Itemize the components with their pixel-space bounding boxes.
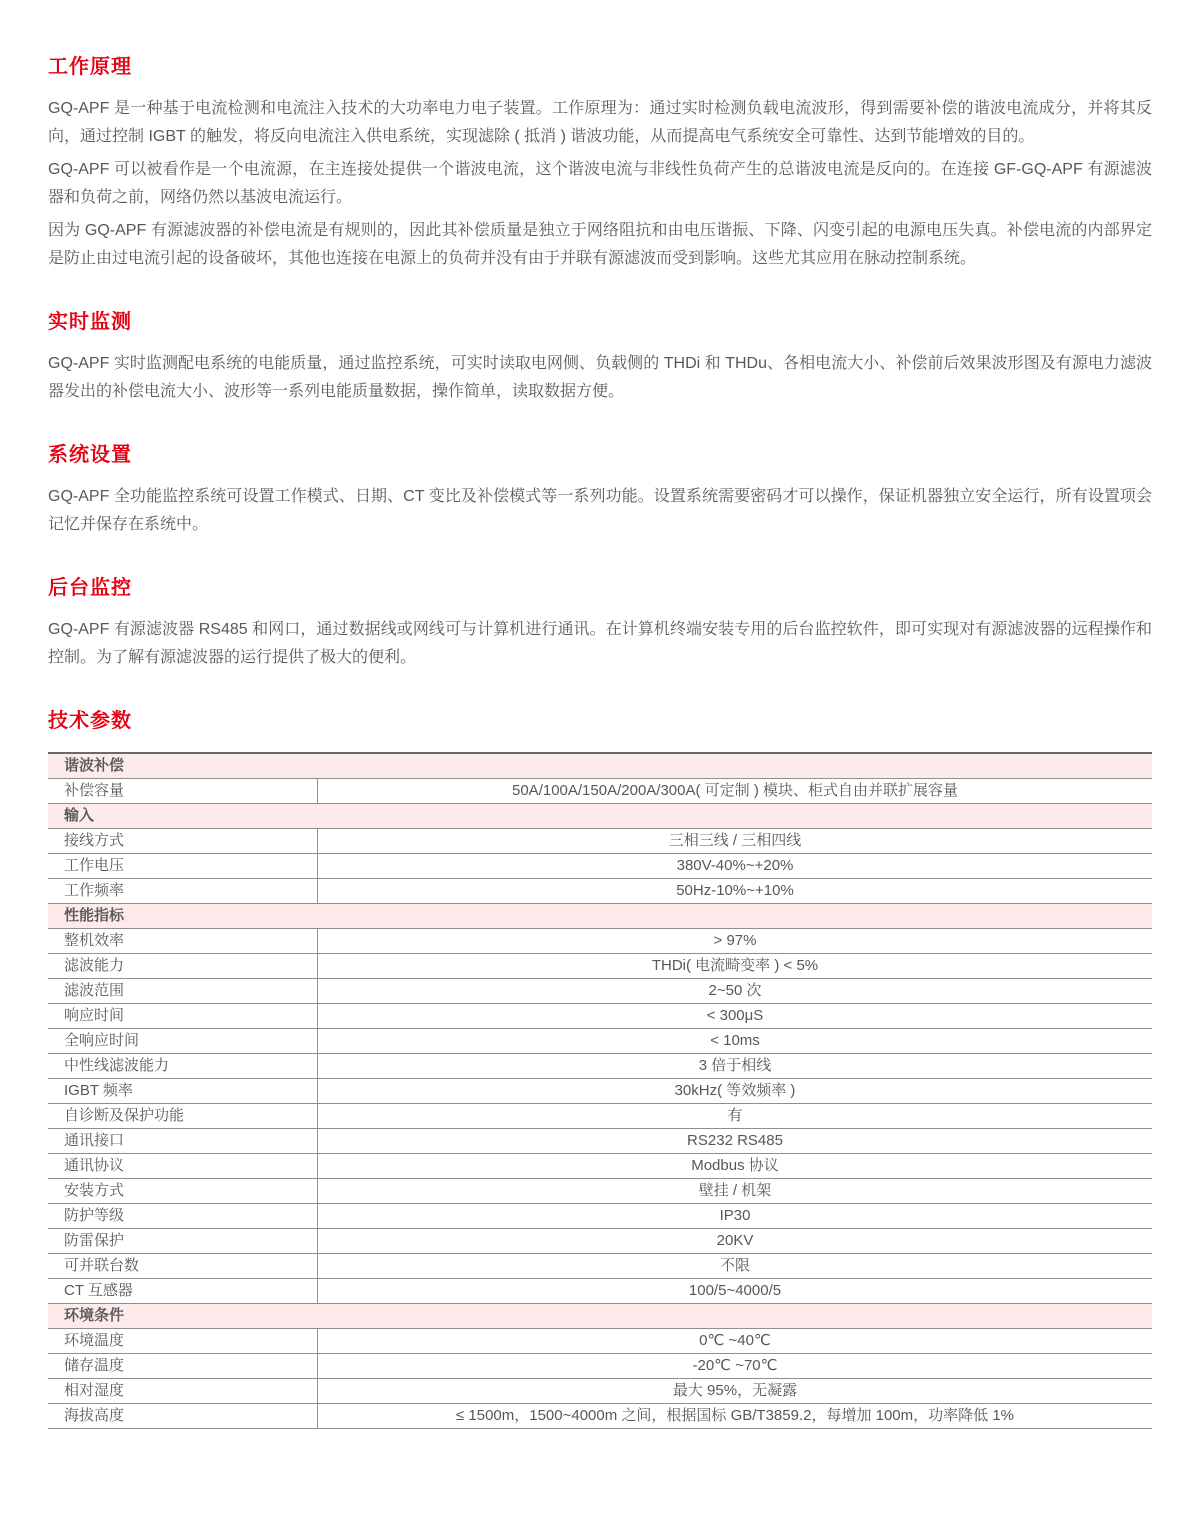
table-row xyxy=(48,1179,1152,1204)
row-value: Modbus 协议 xyxy=(317,1154,1152,1178)
row-label: 海拔高度 xyxy=(64,1407,125,1424)
table-row xyxy=(48,1354,1152,1379)
row-label: 工作电压 xyxy=(64,857,125,874)
table-row xyxy=(48,1229,1152,1254)
row-value: 三相三线 / 三相四线 xyxy=(317,829,1152,853)
row-value: 20KV xyxy=(317,1229,1152,1253)
row-value: 380V-40%~+20% xyxy=(317,854,1152,878)
row-value: 30kHz( 等效频率 ) xyxy=(317,1079,1152,1103)
row-value: ≤ 1500m，1500~4000m 之间，根据国标 GB/T3859.2，每增加 100m，功率降低 1% xyxy=(317,1404,1152,1428)
datasheet-page xyxy=(0,54,1200,1429)
row-label: 谐波补偿 xyxy=(64,757,125,774)
row-label: 环境条件 xyxy=(64,1307,125,1324)
row-label: 补偿容量 xyxy=(64,782,125,799)
table-row xyxy=(48,979,1152,1004)
table-row xyxy=(48,1004,1152,1029)
paragraph: GQ-APF 是一种基于电流检测和电流注入技术的大功率电力电子装置。工作原理为：通过实时检测负载电流波形，得到需要补偿的谐波电流成分，并将其反向，通过控制 IGBT 的触发，将反向电流注入供电系统，实现滤除 ( 抵消 ) 谐波功能，从而提高电气系统安全可靠性、达到节能增效的目的。 xyxy=(48,100,1152,145)
row-value: -20℃ ~70℃ xyxy=(317,1354,1152,1378)
row-value: < 10ms xyxy=(317,1029,1152,1053)
table-row xyxy=(48,1054,1152,1079)
row-label: 整机效率 xyxy=(64,932,125,949)
table-row xyxy=(48,1079,1152,1104)
section-title: 系统设置 xyxy=(48,444,132,466)
table-row xyxy=(48,1254,1152,1279)
section-title: 后台监控 xyxy=(48,577,132,599)
table-row xyxy=(48,1129,1152,1154)
table-row xyxy=(48,1379,1152,1404)
doc-section xyxy=(48,442,1152,539)
table-section-row xyxy=(48,804,1152,829)
table-section-row xyxy=(48,904,1152,929)
row-value: RS232 RS485 xyxy=(317,1129,1152,1153)
table-section-row xyxy=(48,1304,1152,1329)
paragraph: GQ-APF 有源滤波器 RS485 和网口，通过数据线或网线可与计算机进行通讯。在计算机终端安装专用的后台监控软件，即可实现对有源滤波器的远程操作和控制。为了解有源滤波器的运行提供了极大的便利。 xyxy=(48,621,1152,666)
table-row xyxy=(48,1279,1152,1304)
row-label: 可并联台数 xyxy=(64,1257,140,1274)
row-label: 安装方式 xyxy=(64,1182,125,1199)
row-label: 相对湿度 xyxy=(64,1382,125,1399)
table-row xyxy=(48,829,1152,854)
row-value: 100/5~4000/5 xyxy=(317,1279,1152,1303)
row-value: 不限 xyxy=(317,1254,1152,1278)
row-value: 最大 95%，无凝露 xyxy=(317,1379,1152,1403)
row-label: 全响应时间 xyxy=(64,1032,140,1049)
paragraph: GQ-APF 可以被看作是一个电流源，在主连接处提供一个谐波电流，这个谐波电流与非线性负荷产生的总谐波电流是反向的。在连接 GF-GQ-APF 有源滤波器和负荷之前，网络仍然以基波电流运行。 xyxy=(48,161,1152,206)
paragraph: 因为 GQ-APF 有源滤波器的补偿电流是有规则的，因此其补偿质量是独立于网络阻抗和由电压谐振、下降、闪变引起的电源电压失真。补偿电流的内部界定是防止由过电流引起的设备破坏，其他也连接在电源上的负荷并没有由于并联有源滤波而受到影响。这些尤其应用在脉动控制系统。 xyxy=(48,222,1152,267)
doc-section xyxy=(48,708,1152,734)
section-title: 工作原理 xyxy=(48,56,132,78)
row-value: 3 倍于相线 xyxy=(317,1054,1152,1078)
row-value: 有 xyxy=(317,1104,1152,1128)
sections-container xyxy=(48,54,1152,734)
row-label: IGBT 频率 xyxy=(64,1082,133,1099)
row-value: 壁挂 / 机架 xyxy=(317,1179,1152,1203)
row-label: 防护等级 xyxy=(64,1207,125,1224)
row-value: 50Hz-10%~+10% xyxy=(317,879,1152,903)
table-row xyxy=(48,1404,1152,1429)
row-label: CT 互感器 xyxy=(64,1282,133,1299)
row-label: 通讯接口 xyxy=(64,1132,125,1149)
row-value: > 97% xyxy=(317,929,1152,953)
row-label: 输入 xyxy=(64,807,95,824)
row-value: THDi( 电流畸变率 ) < 5% xyxy=(317,954,1152,978)
row-label: 滤波能力 xyxy=(64,957,125,974)
doc-section xyxy=(48,309,1152,406)
row-label: 通讯协议 xyxy=(64,1157,125,1174)
row-value: 0℃ ~40℃ xyxy=(317,1329,1152,1353)
section-title: 技术参数 xyxy=(48,710,132,732)
row-label: 防雷保护 xyxy=(64,1232,125,1249)
row-value: 2~50 次 xyxy=(317,979,1152,1003)
row-label: 环境温度 xyxy=(64,1332,125,1349)
row-value: IP30 xyxy=(317,1204,1152,1228)
table-row xyxy=(48,954,1152,979)
row-label: 响应时间 xyxy=(64,1007,125,1024)
paragraph: GQ-APF 实时监测配电系统的电能质量，通过监控系统，可实时读取电网侧、负载侧的 THDi 和 THDu、各相电流大小、补偿前后效果波形图及有源电力滤波器发出的补偿电流大小、波形等一系列电能质量数据，操作简单，读取数据方便。 xyxy=(48,355,1152,400)
table-row xyxy=(48,854,1152,879)
row-value: 50A/100A/150A/200A/300A( 可定制 ) 模块、柜式自由并联扩展容量 xyxy=(317,779,1152,803)
table-row xyxy=(48,879,1152,904)
row-label: 中性线滤波能力 xyxy=(64,1057,170,1074)
table-row xyxy=(48,1104,1152,1129)
spec-table xyxy=(48,752,1152,1429)
table-row xyxy=(48,1329,1152,1354)
row-label: 自诊断及保护功能 xyxy=(64,1107,185,1124)
doc-section xyxy=(48,575,1152,672)
row-label: 性能指标 xyxy=(64,907,125,924)
table-row xyxy=(48,1154,1152,1179)
row-label: 储存温度 xyxy=(64,1357,125,1374)
table-row xyxy=(48,1029,1152,1054)
section-title: 实时监测 xyxy=(48,311,132,333)
row-value: < 300μS xyxy=(317,1004,1152,1028)
row-label: 接线方式 xyxy=(64,832,125,849)
table-row xyxy=(48,929,1152,954)
table-row xyxy=(48,779,1152,804)
row-label: 工作频率 xyxy=(64,882,125,899)
doc-section xyxy=(48,54,1152,273)
row-label: 滤波范围 xyxy=(64,982,125,999)
table-row xyxy=(48,1204,1152,1229)
table-section-row xyxy=(48,754,1152,779)
paragraph: GQ-APF 全功能监控系统可设置工作模式、日期、CT 变比及补偿模式等一系列功能。设置系统需要密码才可以操作，保证机器独立安全运行，所有设置项会记忆并保存在系统中。 xyxy=(48,488,1152,533)
